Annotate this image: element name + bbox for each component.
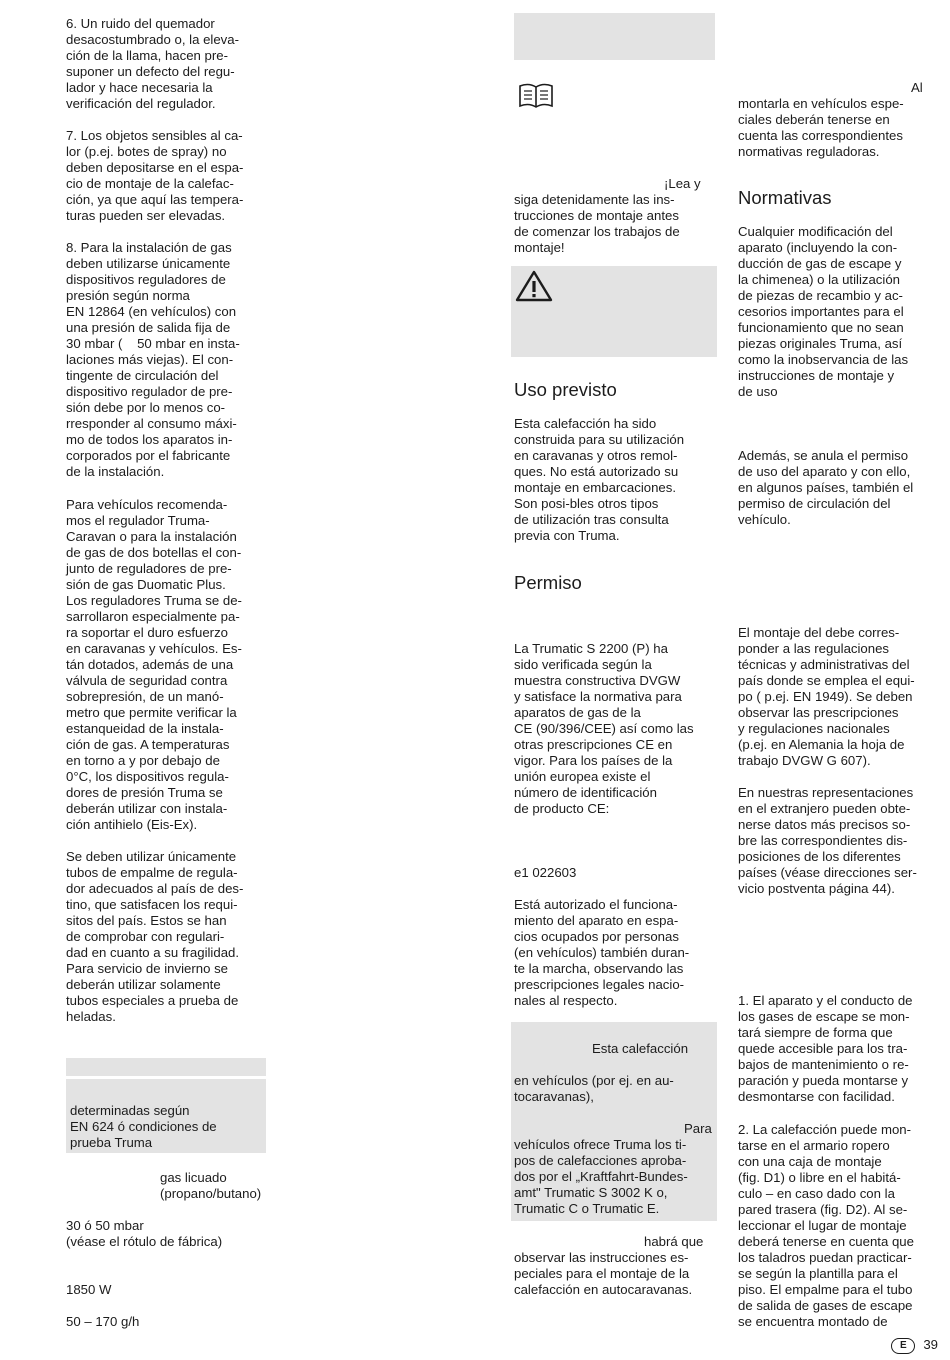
normativas-text: Cualquier modificación del aparato (incluyendo la con- ducción de gas de escape y la chimenea) o la utilización de piezas de recambio y ac- cesorios importantes para el funcionamiento que no sean piezas originales Truma, así como la inobservancia de las instrucciones de montaje y de uso [738, 224, 909, 399]
safety-note-8: 8. Para la instalación de gas deben utilizarse únicamente dispositivos reguladores de presión según norma EN 12864 (en vehículos) con una presión de salida fija de 30 mbar ( 50 mbar en insta- laciones más viejas). El con- tingente de circulación del dispositivo regulador de pre- sión debe por lo menos co- rresponder al consumo máxi- mo de todos los aparatos in- corporados por el fabricante de la instalación. [66, 240, 240, 479]
box-line-3: Para [684, 1121, 712, 1136]
power-value: 1850 W [66, 1282, 112, 1297]
montaje-regulaciones-text: El montaje del debe corres- ponder a las regulaciones técnicas y administrativas del país donde se emplea el equi- po ( p.ej. EN 1949). Se deben observar las prescripciones y regulaciones nacionales (p.ej. en Alemania la hoja de trabajo DVGW G 607). [738, 625, 915, 768]
regulator-recommendation: Para vehículos recomenda- mos el regulador Truma- Caravan o para la instalación de gas de dos botellas el con- junto de reguladores de pre- sión de gas Duomatic Plus. Los reguladores Truma se de- sarrollaron especialmente pa- ra soportar el duro esfuerzo en caravanas y vehículos. Es- tán dotados, además de una válvula de seguridad contra sobrepresión, de un manó- metro que permite verificar la estanqueidad de la instala- ción de gas. A temperaturas en torno a y por debajo de 0°C, los dispositivos regula- dores de presión Truma se deberán utilizar con instala- ción antihielo (Eis-Ex). [66, 497, 242, 832]
ce-number: e1 022603 [514, 865, 577, 880]
box-line-2: en vehículos (por ej. en au- tocaravanas), [514, 1073, 674, 1104]
uso-previsto-text: Esta calefacción ha sido construida para su utilización en caravanas y otros remol- ques. No está autorizado su montaje en embarcaciones. Son posi-bles otros tipos de utilización tras consulta previa con Truma. [514, 416, 685, 543]
habra-text: habrá que [644, 1234, 704, 1249]
safety-note-6: 6. Un ruido del quemador desacostumbrado o, la eleva- ción de la llama, hacen pre- suponer un defecto del regu- lador y hace necesaria la verificación del regulador. [66, 16, 240, 111]
consumption-value: 50 – 170 g/h [66, 1314, 140, 1329]
instruction-item-2: 2. La calefacción puede mon- tarse en el armario ropero con una caja de montaje (fig. D1) o libre en el habitá- culo – en caso dado con la pared trasera (fig. D2). Al se- leccionar el lugar de montaje deberá tenerse en cuenta que los taladros puedan practicar- se según la plantilla para el piso. El empalme para el tubo de salida de gases de escape se encuentra montado de [738, 1122, 914, 1329]
hose-note: Se deben utilizar únicamente tubos de empalme de regula- dor adecuados al país de des- tino, que satisfacen los requi- sitos del país. Estos se han de comprobar con regulari- dad en cuanto a su fragilidad. Para servicio de invierno se deberán utilizar solamente tubos especiales a prueba de heladas. [66, 849, 244, 1024]
language-badge: E [891, 1338, 915, 1354]
page-number: 39 [923, 1337, 938, 1353]
spec-box-text: determinadas según EN 624 ó condiciones de prueba Truma [70, 1103, 217, 1150]
title-box [514, 13, 715, 60]
al-text: Al [911, 80, 923, 95]
representaciones-text: En nuestras representaciones en el extranjero pueden obte- nerse datos más precisos so- bre las correspondientes dis- posiciones de los diferentes países (véase direcciones ser- vicio postventa página 44). [738, 785, 917, 896]
uso-previsto-heading: Uso previsto [514, 379, 617, 400]
permiso-heading: Permiso [514, 572, 582, 593]
spec-header-bar [66, 1058, 266, 1076]
normativas-heading: Normativas [738, 187, 832, 208]
read-note: siga detenidamente las ins- trucciones de montaje antes de comenzar los trabajos de montaje! [514, 192, 680, 255]
book-icon [518, 82, 554, 110]
montarla-text: montarla en vehículos espe- ciales deberán tenerse en cuenta las correspondientes normativas reguladoras. [738, 96, 904, 159]
warning-icon [515, 270, 553, 302]
instruction-item-1: 1. El aparato y el conducto de los gases de escape se mon- tará siempre de forma que quede accesible para los tra- bajos de mantenimiento o re- paración y pueda montarse y desmontarse con facilidad. [738, 993, 913, 1104]
page-footer [891, 1337, 938, 1354]
box-line-1: Esta calefacción [592, 1041, 689, 1056]
pressure-value: 30 ó 50 mbar (véase el rótulo de fábrica) [66, 1218, 223, 1249]
funcionamiento-text: Está autorizado el funciona- miento del aparato en espa- cios ocupados por personas (en vehículos) también duran- te la marcha, observando las prescripciones legales nacio- nales al respecto. [514, 897, 690, 1008]
permiso-anula-text: Además, se anula el permiso de uso del aparato y con ello, en algunos países, también el permiso de circulación del vehículo. [738, 448, 914, 527]
safety-note-7: 7. Los objetos sensibles al ca- lor (p.ej. botes de spray) no deben depositarse en el espa- cio de montaje de la calefac- ción, ya que aquí las tempera- turas pueden ser elevadas. [66, 128, 244, 223]
box-text: vehículos ofrece Truma los ti- pos de calefacciones aproba- dos por el „Kraftfahrt-Bundes- amt" Trumatic S 3002 K o, Trumatic C o Trumatic E. [514, 1137, 688, 1216]
autocaravanas-text: observar las instrucciones es- peciales para el montaje de la calefacción en autocaravanas. [514, 1250, 693, 1297]
read-note-end: ¡Lea y [664, 176, 701, 191]
permiso-text: La Trumatic S 2200 (P) ha sido verificada según la muestra constructiva DVGW y satisface la normativa para aparatos de gas de la CE (90/396/CEE) así como las otras prescripciones CE en vigor. Para los países de la unión europea existe el número de identificación de producto CE: [514, 641, 694, 816]
gas-type-value-1: gas licuado (propano/butano) [160, 1170, 262, 1201]
